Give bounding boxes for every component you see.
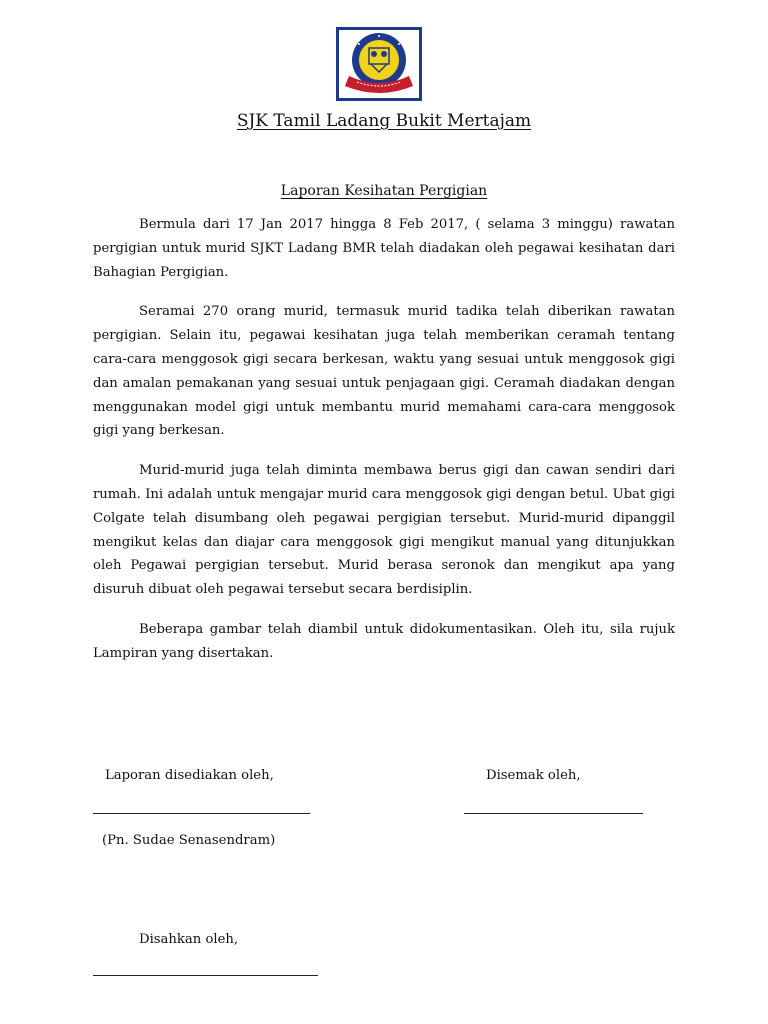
report-title-text: Laporan Kesihatan Pergigian <box>280 183 488 199</box>
report-title-heading <box>0 181 768 201</box>
checked-by-label: Disemak oleh, <box>486 768 581 783</box>
prepared-by-signature-line <box>93 813 310 814</box>
paragraph-1: Bermula dari 17 Jan 2017 hingga 8 Feb 2017, ( selama 3 minggu) rawatan pergigian untuk murid SJKT Ladang BMR telah diadakan oleh pegawai kesihatan dari Bahagian Pergigian. <box>93 217 675 280</box>
school-crest-icon <box>339 30 419 98</box>
school-logo <box>336 27 422 101</box>
approved-by-label: Disahkan oleh, <box>139 932 239 947</box>
school-name-text: SJK Tamil Ladang Bukit Mertajam <box>236 111 532 131</box>
paragraph-3: Murid-murid juga telah diminta membawa berus gigi dan cawan sendiri dari rumah. Ini adalah untuk mengajar murid cara menggosok gigi dengan betul. Ubat gigi Colgate telah disumbang oleh pegawai pergigian tersebut. Murid-murid dipanggil mengikut kelas dan diajar cara menggosok gigi mengikut manual yang ditunjukkan oleh Pegawai pergigian tersebut. Murid berasa seronok dan mengikut apa yang disuruh dibuat oleh pegawai tersebut secara berdisiplin. <box>93 463 675 598</box>
report-body <box>93 213 675 682</box>
school-name-heading <box>0 110 768 132</box>
checked-by-signature-line <box>464 813 643 814</box>
paragraph-4: Beberapa gambar telah diambil untuk didokumentasikan. Oleh itu, sila rujuk Lampiran yang disertakan. <box>93 621 675 661</box>
paragraph-2: Seramai 270 orang murid, termasuk murid tadika telah diberikan rawatan pergigian. Selain itu, pegawai kesihatan juga telah memberikan ceramah tentang cara-cara menggosok gigi secara berkesan, waktu yang sesuai untuk menggosok gigi dan amalan pemakanan yang sesuai untuk penjagaan gigi. Ceramah diadakan dengan menggunakan model gigi untuk membantu murid memahami cara-cara menggosok gigi yang berkesan. <box>93 304 675 439</box>
prepared-by-label: Laporan disediakan oleh, <box>105 768 274 783</box>
approved-by-signature-line <box>93 975 318 976</box>
prepared-by-name: (Pn. Sudae Senasendram) <box>102 833 276 848</box>
